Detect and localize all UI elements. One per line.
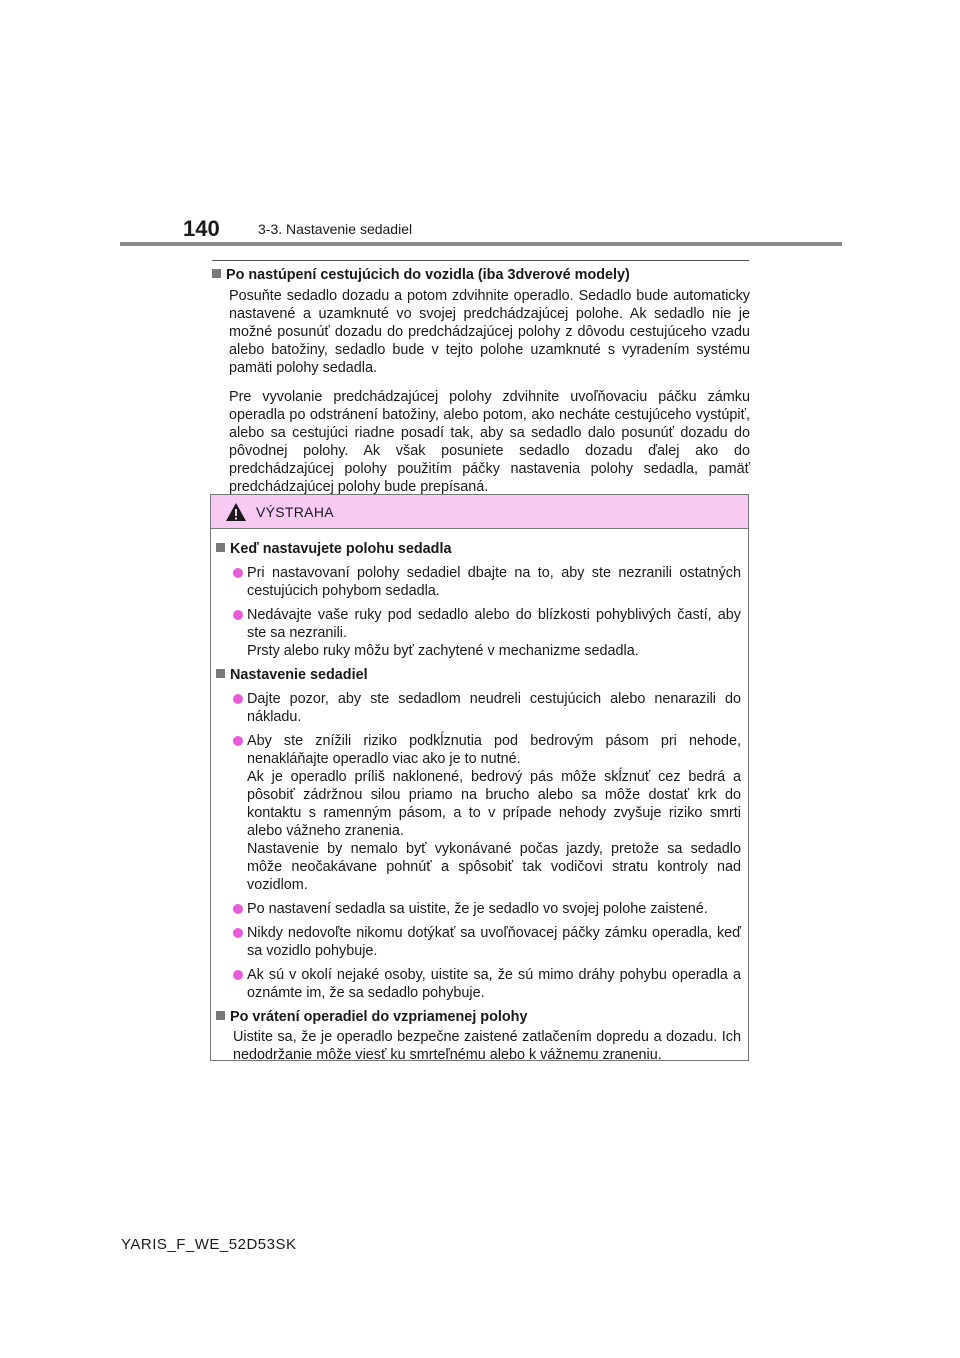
warning-title: VÝSTRAHA [256,504,334,520]
warning-group-heading [216,666,741,684]
warning-paragraph: Uistite sa, že je operadlo bezpečne zaistené zatlačením dopredu a dozadu. Ich nedodržanie môže viesť ku smrteľnému alebo k vážnemu zraneniu. [233,1029,741,1063]
bullet-text: Nedávajte vaše ruky pod sedadlo alebo do blízkosti pohyblivých častí, aby ste sa nezranili. [247,607,741,641]
warning-group-heading-text: Nastavenie sedadiel [230,667,368,683]
warning-header [211,495,748,529]
bullet-text: Nikdy nedovoľte nikomu dotýkať sa uvoľňovacej páčky zámku operadla, keď sa vozidlo pohybuje. [247,925,741,959]
bullet-dot-icon [233,970,243,980]
square-bullet-icon [216,543,225,552]
warning-group-heading [216,540,741,558]
bullet-dot-icon [233,694,243,704]
document-code: YARIS_F_WE_52D53SK [121,1236,297,1253]
warning-bullet [233,732,741,894]
warning-group-heading-text: Po vrátení operadiel do vzpriamenej polohy [230,1009,528,1025]
bullet-extra-text: Ak je operadlo príliš naklonené, bedrový pás môže skĺznuť cez bedrá a pôsobiť zádržnou silou priamo na brucho alebo sa môže dostať krk do kontaktu s ramenným pásom, a to v prípade nehody zvyšuje riziko smrti alebo vážneho zranenia. [247,769,741,839]
section [212,266,750,496]
section-paragraph: Pre vyvolanie predchádzajúcej polohy zdvihnite uvoľňovaciu páčku zámku operadla po odstránení batožiny, alebo potom, ako necháte cestujúceho vystúpiť, alebo sa cestujúci riadne posadí tak, aby sa sedadlo dalo posunúť dozadu do pôvodnej polohy. Ak však posuniete sedadlo dozadu ďalej ako do predchádzajúcej polohy použitím páčky nastavenia polohy sedadla, pamäť predchádzajúcej polohy bude prepísaná. [229,389,750,495]
square-bullet-icon [212,269,221,278]
bullet-dot-icon [233,904,243,914]
header-rule [120,242,842,246]
section-rule [212,260,749,261]
bullet-text: Po nastavení sedadla sa uistite, že je sedadlo vo svojej polohe zaistené. [247,901,708,917]
warning-triangle-icon [225,502,247,522]
chapter-title: 3-3. Nastavenie sedadiel [258,221,413,237]
bullet-text: Ak sú v okolí nejaké osoby, uistite sa, že sú mimo dráhy pohybu operadla a oznámte im, že sa sedadlo pohybuje. [247,967,741,1001]
bullet-text: Dajte pozor, aby ste sedadlom neudreli cestujúcich alebo nenarazili do nákladu. [247,691,741,725]
section-heading [212,266,750,284]
section-heading-text: Po nastúpení cestujúcich do vozidla (iba 3dverové modely) [226,267,630,283]
warning-bullet [233,690,741,726]
warning-box [210,494,749,1061]
bullet-extra-text: Prsty alebo ruky môžu byť zachytené v mechanizme sedadla. [247,643,639,659]
warning-bullet [233,924,741,960]
bullet-text: Aby ste znížili riziko podkĺznutia pod bedrovým pásom pri nehode, nenakláňajte operadlo viac ako je to nutné. [247,733,741,767]
warning-bullet [233,900,741,918]
bullet-dot-icon [233,736,243,746]
warning-bullet [233,966,741,1002]
bullet-dot-icon [233,928,243,938]
warning-group-heading [216,1008,741,1026]
section-paragraph: Posuňte sedadlo dozadu a potom zdvihnite operadlo. Sedadlo bude automaticky nastavené a uzamknuté vo svojej predchádzajúcej polohe. Ak sedadlo nie je možné posunúť dozadu do predchádzajúcej polohy z dôvodu cestujúceho vzadu alebo batožiny, sedadlo bude v tejto polohe uzamknuté s vyradením systému pamäti polohy sedadla. [229,288,750,376]
bullet-text: Pri nastavovaní polohy sedadiel dbajte na to, aby ste nezranili ostatných cestujúcich pohybom sedadla. [247,565,741,599]
square-bullet-icon [216,669,225,678]
bullet-dot-icon [233,610,243,620]
bullet-extra-text: Nastavenie by nemalo byť vykonávané počas jazdy, pretože sa sedadlo môže neočakávane pohnúť a spôsobiť tak vodičovi stratu kontroly nad vozidlom. [247,841,741,893]
warning-bullet [233,564,741,600]
bullet-dot-icon [233,568,243,578]
page-number: 140 [183,216,220,241]
square-bullet-icon [216,1011,225,1020]
warning-bullet [233,606,741,660]
warning-body [211,529,748,1064]
warning-group-heading-text: Keď nastavujete polohu sedadla [230,541,452,557]
